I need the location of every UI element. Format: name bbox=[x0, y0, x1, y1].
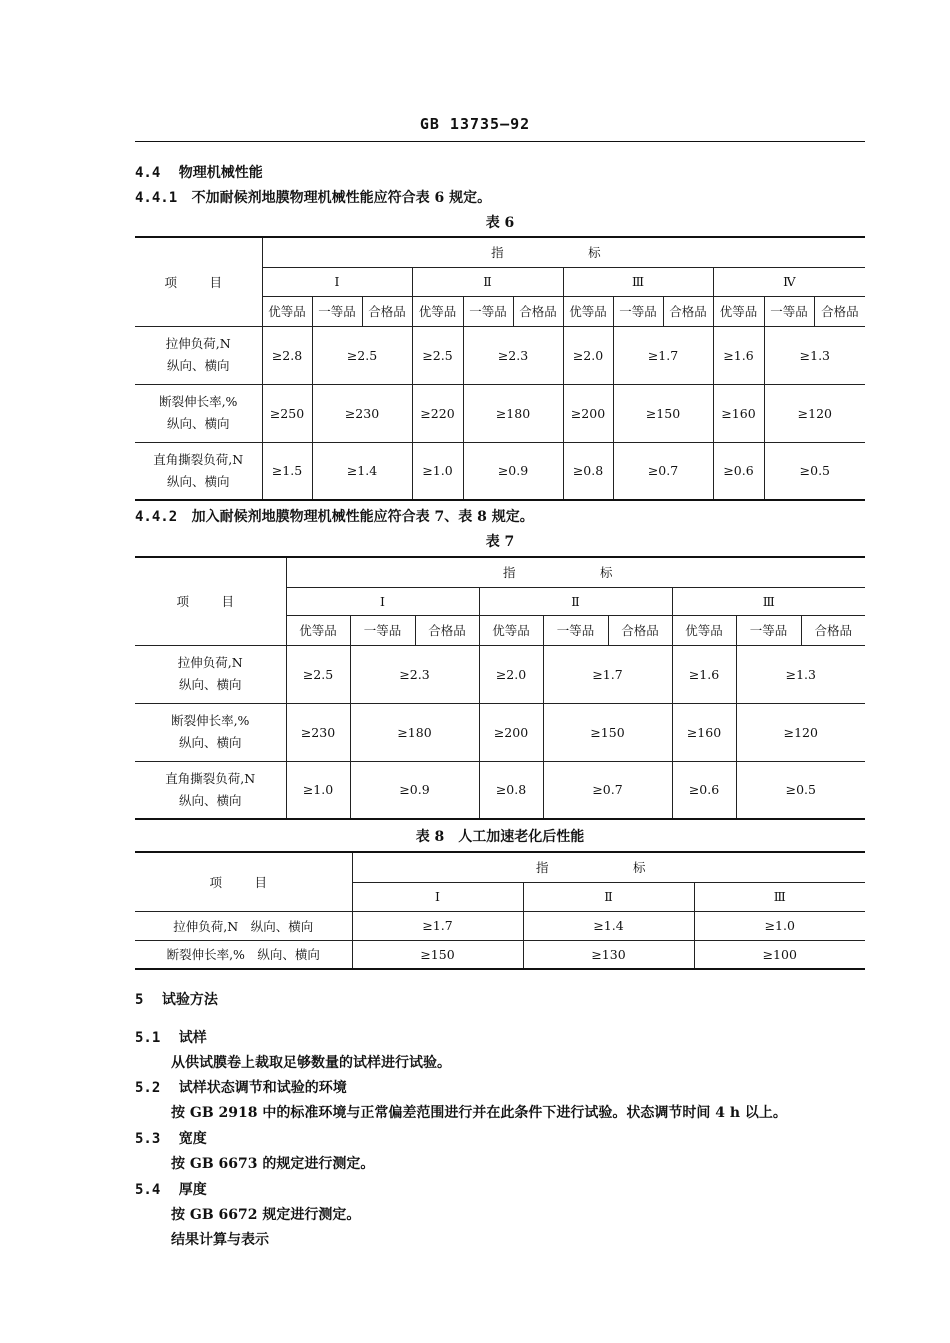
grade-header-cell: 优等品 bbox=[563, 296, 613, 326]
grade-header-cell: 合格品 bbox=[801, 615, 865, 645]
value-cell: ≥2.5 bbox=[412, 326, 463, 384]
row-label-cell: 直角撕裂负荷,N 纵向、横向 bbox=[135, 442, 262, 500]
value-cell: ≥0.5 bbox=[764, 442, 865, 500]
value-cell: ≥2.0 bbox=[479, 645, 543, 703]
grade-header-cell: 合格品 bbox=[608, 615, 672, 645]
table-6-caption: 表 6 bbox=[485, 215, 515, 231]
row-label-cell: 断裂伸长率,% 纵向、横向 bbox=[135, 940, 352, 969]
section-number: 5.2 bbox=[135, 1080, 161, 1096]
value-cell: ≥0.6 bbox=[672, 761, 736, 819]
grade-header-cell: 优等品 bbox=[286, 615, 350, 645]
section-5-heading bbox=[135, 989, 218, 1009]
table-7 bbox=[135, 556, 865, 820]
grade-header-cell: 优等品 bbox=[262, 296, 312, 326]
value-cell: ≥250 bbox=[262, 384, 312, 442]
value-cell: ≥120 bbox=[764, 384, 865, 442]
table-row bbox=[135, 442, 865, 500]
value-cell: ≥1.7 bbox=[543, 645, 672, 703]
table-row bbox=[135, 940, 865, 969]
grade-header-cell: 合格品 bbox=[663, 296, 713, 326]
row-label-cell: 拉伸负荷,N 纵向、横向 bbox=[135, 645, 286, 703]
value-cell: ≥150 bbox=[613, 384, 713, 442]
row-label-cell: 拉伸负荷,N 纵向、横向 bbox=[135, 326, 262, 384]
section-5-4-body: 按 GB 6672 规定进行测定。 bbox=[171, 1207, 361, 1223]
value-cell: ≥2.3 bbox=[350, 645, 479, 703]
section-number: 5.4 bbox=[135, 1182, 161, 1198]
grade-header-cell: 优等品 bbox=[479, 615, 543, 645]
grade-header-cell: 优等品 bbox=[672, 615, 736, 645]
value-cell: ≥180 bbox=[463, 384, 563, 442]
row-label-cell: 拉伸负荷,N 纵向、横向 bbox=[135, 911, 352, 940]
class-header-cell: Ⅰ bbox=[262, 267, 412, 296]
grade-header-cell: 一等品 bbox=[613, 296, 663, 326]
value-cell: ≥0.8 bbox=[479, 761, 543, 819]
section-title: 物理机械性能 bbox=[178, 165, 263, 181]
table-row bbox=[135, 326, 865, 384]
section-number: 5.1 bbox=[135, 1030, 161, 1046]
table-row bbox=[135, 911, 865, 940]
section-title: 宽度 bbox=[178, 1131, 207, 1147]
class-header-cell: Ⅲ bbox=[694, 882, 865, 911]
table-6 bbox=[135, 236, 865, 501]
section-title: 试样 bbox=[178, 1030, 207, 1046]
value-cell: ≥200 bbox=[479, 703, 543, 761]
class-header-cell: Ⅱ bbox=[412, 267, 563, 296]
value-cell: ≥160 bbox=[672, 703, 736, 761]
standard-code-header: GB 13735—92 bbox=[419, 115, 531, 133]
section-4-4-heading bbox=[135, 162, 263, 182]
section-number: 4.4 bbox=[135, 165, 161, 181]
value-cell: ≥1.0 bbox=[286, 761, 350, 819]
grade-header-cell: 一等品 bbox=[312, 296, 362, 326]
value-cell: ≥200 bbox=[563, 384, 613, 442]
grade-header-cell: 一等品 bbox=[543, 615, 608, 645]
value-cell: ≥180 bbox=[350, 703, 479, 761]
section-title: 试验方法 bbox=[161, 992, 218, 1008]
grade-header-cell: 合格品 bbox=[415, 615, 479, 645]
class-header-cell: Ⅲ bbox=[563, 267, 713, 296]
table-row bbox=[135, 645, 865, 703]
class-header-cell: Ⅳ bbox=[713, 267, 865, 296]
header-rule bbox=[135, 141, 865, 142]
class-header-cell: Ⅱ bbox=[479, 587, 672, 615]
value-cell: ≥1.6 bbox=[713, 326, 764, 384]
item-header-cell: 项 目 bbox=[135, 852, 352, 911]
section-5-3-body: 按 GB 6673 的规定进行测定。 bbox=[171, 1156, 375, 1172]
grade-header-cell: 合格品 bbox=[362, 296, 412, 326]
section-title: 试样状态调节和试验的环境 bbox=[178, 1080, 347, 1096]
table-8 bbox=[135, 851, 865, 970]
paragraph-text: 不加耐候剂地膜物理机械性能应符合表 6 规定。 bbox=[191, 190, 492, 206]
section-number: 5 bbox=[135, 992, 144, 1008]
section-5-3-heading bbox=[135, 1128, 207, 1148]
section-5-2-body: 按 GB 2918 中的标准环境与正常偏差范围进行并在此条件下进行试验。状态调节时间 4 h 以上。 bbox=[171, 1105, 787, 1121]
value-cell: ≥1.5 bbox=[262, 442, 312, 500]
paragraph-text: 加入耐候剂地膜物理机械性能应符合表 7、表 8 规定。 bbox=[191, 509, 534, 525]
section-5-1-body: 从供试膜卷上裁取足够数量的试样进行试验。 bbox=[171, 1055, 451, 1071]
value-cell: ≥100 bbox=[694, 940, 865, 969]
value-cell: ≥1.4 bbox=[523, 911, 694, 940]
section-5-1-heading bbox=[135, 1027, 207, 1047]
value-cell: ≥230 bbox=[286, 703, 350, 761]
value-cell: ≥1.0 bbox=[694, 911, 865, 940]
grade-header-cell: 优等品 bbox=[713, 296, 764, 326]
value-cell: ≥1.3 bbox=[764, 326, 865, 384]
value-cell: ≥130 bbox=[523, 940, 694, 969]
grade-header-cell: 优等品 bbox=[412, 296, 463, 326]
section-5-4-heading bbox=[135, 1179, 207, 1199]
section-5-4-body-2: 结果计算与表示 bbox=[171, 1232, 269, 1248]
section-number: 5.3 bbox=[135, 1131, 161, 1147]
value-cell: ≥160 bbox=[713, 384, 764, 442]
grade-header-cell: 一等品 bbox=[463, 296, 513, 326]
value-cell: ≥150 bbox=[543, 703, 672, 761]
value-cell: ≥2.0 bbox=[563, 326, 613, 384]
value-cell: ≥150 bbox=[352, 940, 523, 969]
section-number: 4.4.1 bbox=[135, 190, 178, 206]
value-cell: ≥0.7 bbox=[543, 761, 672, 819]
section-number: 4.4.2 bbox=[135, 509, 178, 525]
row-label-cell: 断裂伸长率,% 纵向、横向 bbox=[135, 703, 286, 761]
value-cell: ≥1.7 bbox=[352, 911, 523, 940]
class-header-cell: Ⅲ bbox=[672, 587, 865, 615]
item-header-cell: 项 目 bbox=[135, 557, 286, 645]
grade-header-cell: 合格品 bbox=[513, 296, 563, 326]
value-cell: ≥1.7 bbox=[613, 326, 713, 384]
value-cell: ≥0.6 bbox=[713, 442, 764, 500]
indicator-header-cell: 指 标 bbox=[352, 852, 865, 882]
value-cell: ≥1.6 bbox=[672, 645, 736, 703]
row-label-cell: 直角撕裂负荷,N 纵向、横向 bbox=[135, 761, 286, 819]
value-cell: ≥230 bbox=[312, 384, 412, 442]
grade-header-cell: 一等品 bbox=[764, 296, 814, 326]
value-cell: ≥0.9 bbox=[350, 761, 479, 819]
section-4-4-1-paragraph bbox=[135, 187, 491, 207]
grade-header-cell: 一等品 bbox=[350, 615, 415, 645]
value-cell: ≥2.8 bbox=[262, 326, 312, 384]
item-header-cell: 项 目 bbox=[135, 237, 262, 326]
row-label-cell: 断裂伸长率,% 纵向、横向 bbox=[135, 384, 262, 442]
value-cell: ≥1.0 bbox=[412, 442, 463, 500]
class-header-cell: Ⅰ bbox=[352, 882, 523, 911]
grade-header-cell: 一等品 bbox=[736, 615, 801, 645]
value-cell: ≥1.4 bbox=[312, 442, 412, 500]
value-cell: ≥0.5 bbox=[736, 761, 865, 819]
value-cell: ≥2.5 bbox=[312, 326, 412, 384]
value-cell: ≥0.9 bbox=[463, 442, 563, 500]
class-header-cell: Ⅰ bbox=[286, 587, 479, 615]
value-cell: ≥220 bbox=[412, 384, 463, 442]
value-cell: ≥0.8 bbox=[563, 442, 613, 500]
indicator-header-cell: 指 标 bbox=[286, 557, 865, 587]
class-header-cell: Ⅱ bbox=[523, 882, 694, 911]
section-4-4-2-paragraph bbox=[135, 506, 534, 526]
value-cell: ≥1.3 bbox=[736, 645, 865, 703]
section-5-2-heading bbox=[135, 1077, 347, 1097]
value-cell: ≥2.5 bbox=[286, 645, 350, 703]
table-row bbox=[135, 703, 865, 761]
grade-header-cell: 合格品 bbox=[814, 296, 865, 326]
value-cell: ≥120 bbox=[736, 703, 865, 761]
value-cell: ≥2.3 bbox=[463, 326, 563, 384]
indicator-header-cell: 指 标 bbox=[262, 237, 865, 267]
table-row bbox=[135, 384, 865, 442]
table-7-caption: 表 7 bbox=[485, 534, 515, 550]
section-title: 厚度 bbox=[178, 1182, 207, 1198]
value-cell: ≥0.7 bbox=[613, 442, 713, 500]
table-8-caption: 表 8 人工加速老化后性能 bbox=[415, 829, 585, 845]
table-row bbox=[135, 761, 865, 819]
